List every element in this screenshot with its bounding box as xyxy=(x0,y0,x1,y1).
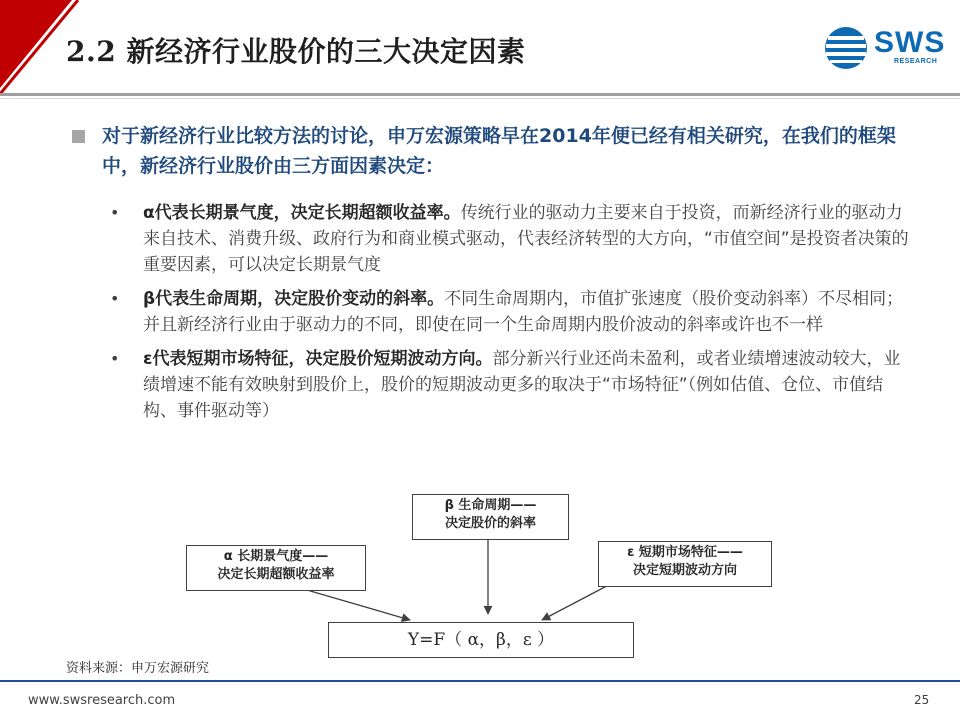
point-heading: β代表生命周期，决定股价变动的斜率。 xyxy=(143,289,445,309)
page-number: 25 xyxy=(914,693,930,707)
epsilon-label: ε 短期市场特征—— xyxy=(627,545,743,560)
alpha-box xyxy=(186,545,366,591)
bullet-dot-icon: • xyxy=(110,203,120,222)
point-body: 部分新兴行业还尚未盈利，或者业绩增速波动较大，业绩增速不能有效映射到股价上，股价的短期波动更多的取决于“市场特征”（例如估值、仓位、市值结构、事件驱动等） xyxy=(143,349,901,421)
page-title: 2.2 新经济行业股价的三大决定因素 xyxy=(66,35,526,68)
point-body: 不同生命周期内，市值扩张速度（股价变动斜率）不尽相同；并且新经济行业由于驱动力的不同，即使在同一个生命周期内股价波动的斜率或许也不一样 xyxy=(143,289,904,335)
epsilon-desc: 决定短期波动方向 xyxy=(632,563,737,578)
formula-box: Y=F（ α，β，ε ） xyxy=(328,622,634,658)
logo-subtext: RESEARCH xyxy=(894,58,938,65)
footer-divider xyxy=(0,680,960,682)
intro-text: 对于新经济行业比较方法的讨论，申万宏源策略早在2014年便已经有相关研究，在我们的框架中，新经济行业股价由三方面因素决定： xyxy=(102,125,896,177)
point-heading: ε代表短期市场特征，决定股价短期波动方向。 xyxy=(143,349,493,369)
alpha-label: α 长期景气度—— xyxy=(223,549,329,564)
beta-box xyxy=(412,494,569,540)
alpha-desc: 决定长期超额收益率 xyxy=(217,567,335,582)
source-note: 资料来源：申万宏源研究 xyxy=(66,661,210,676)
beta-label: β 生命周期—— xyxy=(444,498,537,513)
bullet-dot-icon: • xyxy=(110,349,120,368)
logo-text: SWS xyxy=(874,26,946,59)
beta-desc: 决定股价的斜率 xyxy=(444,516,536,531)
arrow-alpha xyxy=(300,588,410,620)
bullet-dot-icon: • xyxy=(110,289,120,308)
footer-url: www.swsresearch.com xyxy=(28,693,176,708)
point-body: 传统行业的驱动力主要来自于投资，而新经济行业的驱动力来自技术、消费升级、政府行为和商业模式驱动，代表经济转型的大方向，“市值空间”是投资者决策的重要因素，可以决定长期景气度 xyxy=(143,203,909,275)
point-heading: α代表长期景气度，决定长期超额收益率。 xyxy=(143,203,461,223)
epsilon-box xyxy=(598,541,772,587)
